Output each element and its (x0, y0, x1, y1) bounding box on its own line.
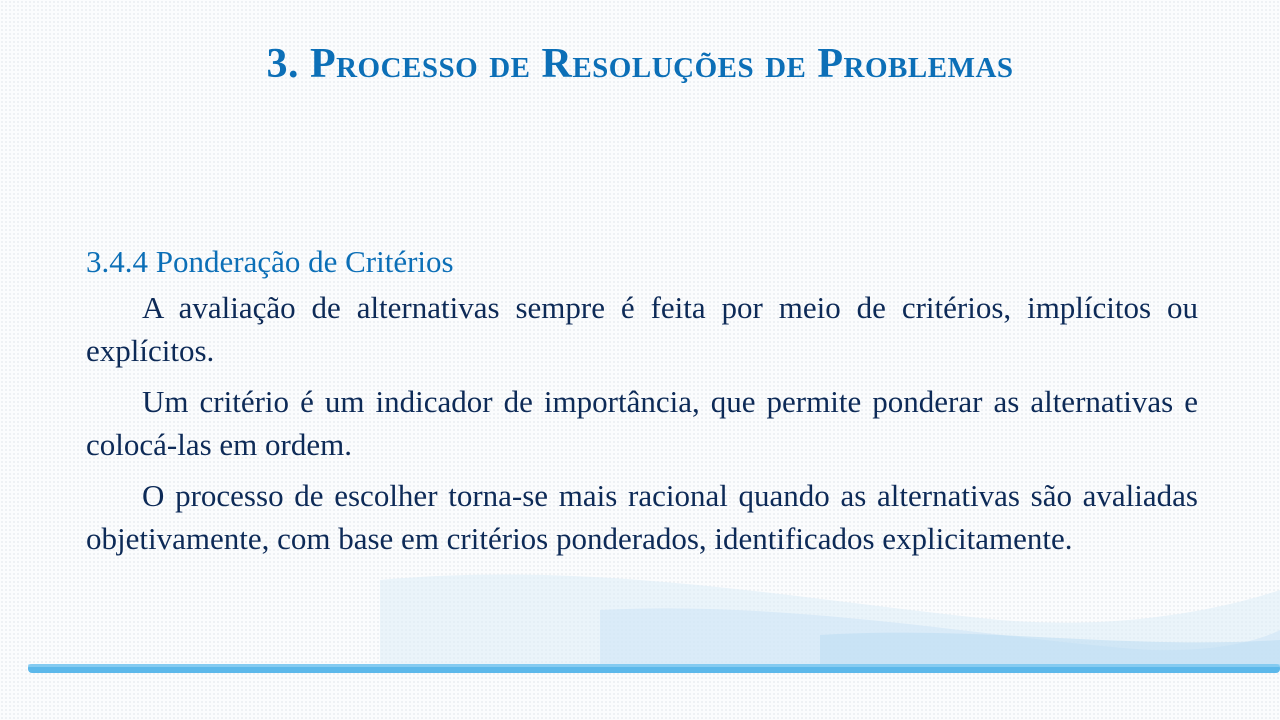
section-heading: 3.4.4 Ponderação de Critérios (86, 244, 454, 279)
paragraph-2: Um critério é um indicador de importância, que permite ponderar as alternativas e colocá-las em ordem. (86, 384, 1198, 462)
paragraph-1: A avaliação de alternativas sempre é feita por meio de critérios, implícitos ou explícitos. (86, 290, 1198, 368)
slide-title: 3. Processo de Resoluções de Problemas (266, 41, 1014, 87)
paragraph-3: O processo de escolher torna-se mais racional quando as alternativas são avaliadas objetivamente, com base em critérios ponderados, identificados explicitamente. (86, 478, 1198, 556)
accent-bar (28, 664, 1280, 673)
slide-content (86, 242, 1198, 568)
